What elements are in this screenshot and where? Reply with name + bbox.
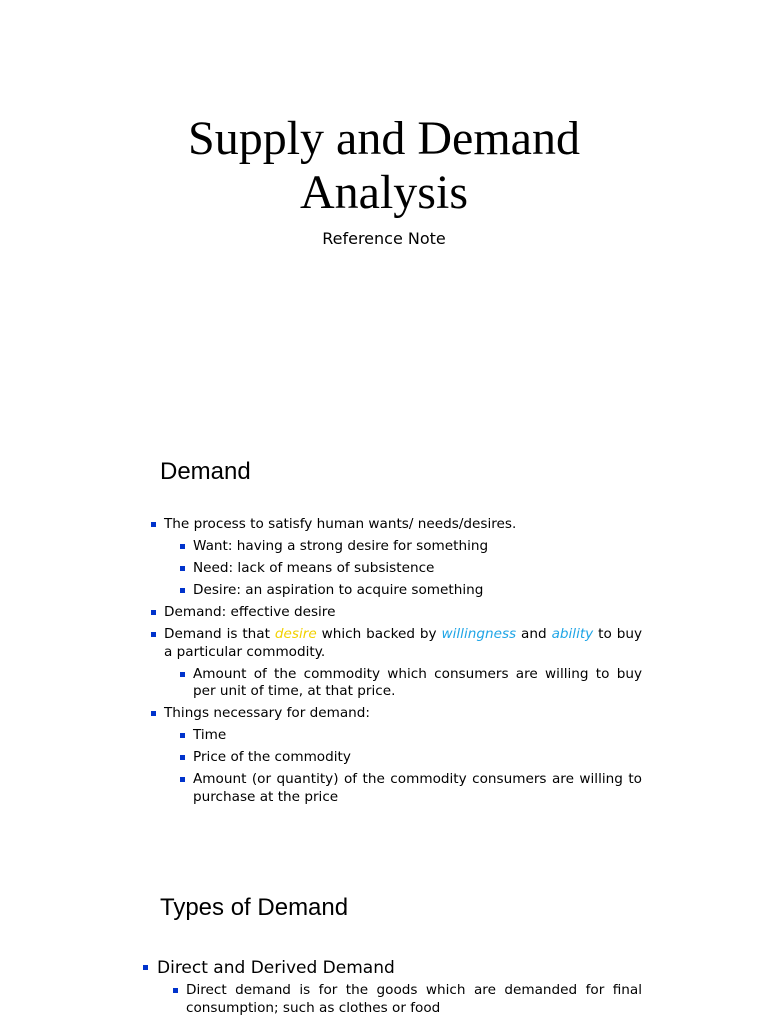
bullet-icon <box>180 544 185 549</box>
list-item <box>150 727 642 745</box>
list-item-text <box>164 626 642 660</box>
bullet-icon <box>151 711 156 716</box>
list-item <box>150 626 642 661</box>
title-line-1: Supply and Demand <box>188 112 580 165</box>
list-item-text: Price of the commodity <box>193 749 351 765</box>
title-line-2: Analysis <box>300 166 468 219</box>
demand-list <box>150 516 642 806</box>
list-item-text: Things necessary for demand: <box>164 705 371 721</box>
bullet-icon <box>180 733 185 738</box>
types-list <box>143 957 642 1017</box>
slide-subtitle: Reference Note <box>322 229 446 248</box>
text-run: Demand is that <box>164 626 275 642</box>
keyword-desire: desire <box>274 626 317 642</box>
list-item <box>150 538 642 556</box>
list-item-text: Need: lack of means of subsistence <box>193 560 435 576</box>
list-item-text: Want: having a strong desire for something <box>193 538 489 554</box>
keyword-ability: ability <box>551 626 594 642</box>
list-item <box>143 982 642 1017</box>
list-item <box>143 957 642 979</box>
list-item-text: Amount (or quantity) of the commodity consumers are willing to purchase at the price <box>193 771 642 805</box>
bullet-icon <box>151 632 156 637</box>
bullet-icon <box>180 777 185 782</box>
list-item-text: The process to satisfy human wants/ needs/desires. <box>164 516 517 532</box>
list-item <box>150 666 642 701</box>
list-item <box>150 749 642 767</box>
list-item-text: Time <box>193 727 227 743</box>
bullet-icon <box>151 522 156 527</box>
bullet-icon <box>143 965 148 970</box>
list-item-text: Demand: effective desire <box>164 604 336 620</box>
list-item <box>150 705 642 723</box>
slide-title <box>0 112 768 220</box>
list-item-text: Amount of the commodity which consumers are willing to buy per unit of time, at that price. <box>193 665 642 699</box>
keyword-willingness: willingness <box>441 626 517 642</box>
bullet-icon <box>180 588 185 593</box>
bullet-icon <box>151 610 156 615</box>
text-run: to buy a particular commodity. <box>164 626 643 660</box>
demand-heading: Demand <box>160 458 251 485</box>
text-run: and <box>516 626 552 642</box>
list-item <box>150 516 642 534</box>
list-item-text: Direct and Derived Demand <box>157 958 395 978</box>
list-item-text: Desire: an aspiration to acquire something <box>193 582 484 598</box>
list-item <box>150 771 642 806</box>
bullet-icon <box>180 672 185 677</box>
list-item <box>150 560 642 578</box>
bullet-icon <box>180 755 185 760</box>
list-item <box>150 582 642 600</box>
types-heading: Types of Demand <box>160 894 349 921</box>
bullet-icon <box>180 566 185 571</box>
list-item-text: Direct demand is for the goods which are demanded for final consumption; such as clothes or food <box>186 982 642 1016</box>
bullet-icon <box>173 988 178 993</box>
text-run: which backed by <box>316 626 442 642</box>
list-item <box>150 604 642 622</box>
